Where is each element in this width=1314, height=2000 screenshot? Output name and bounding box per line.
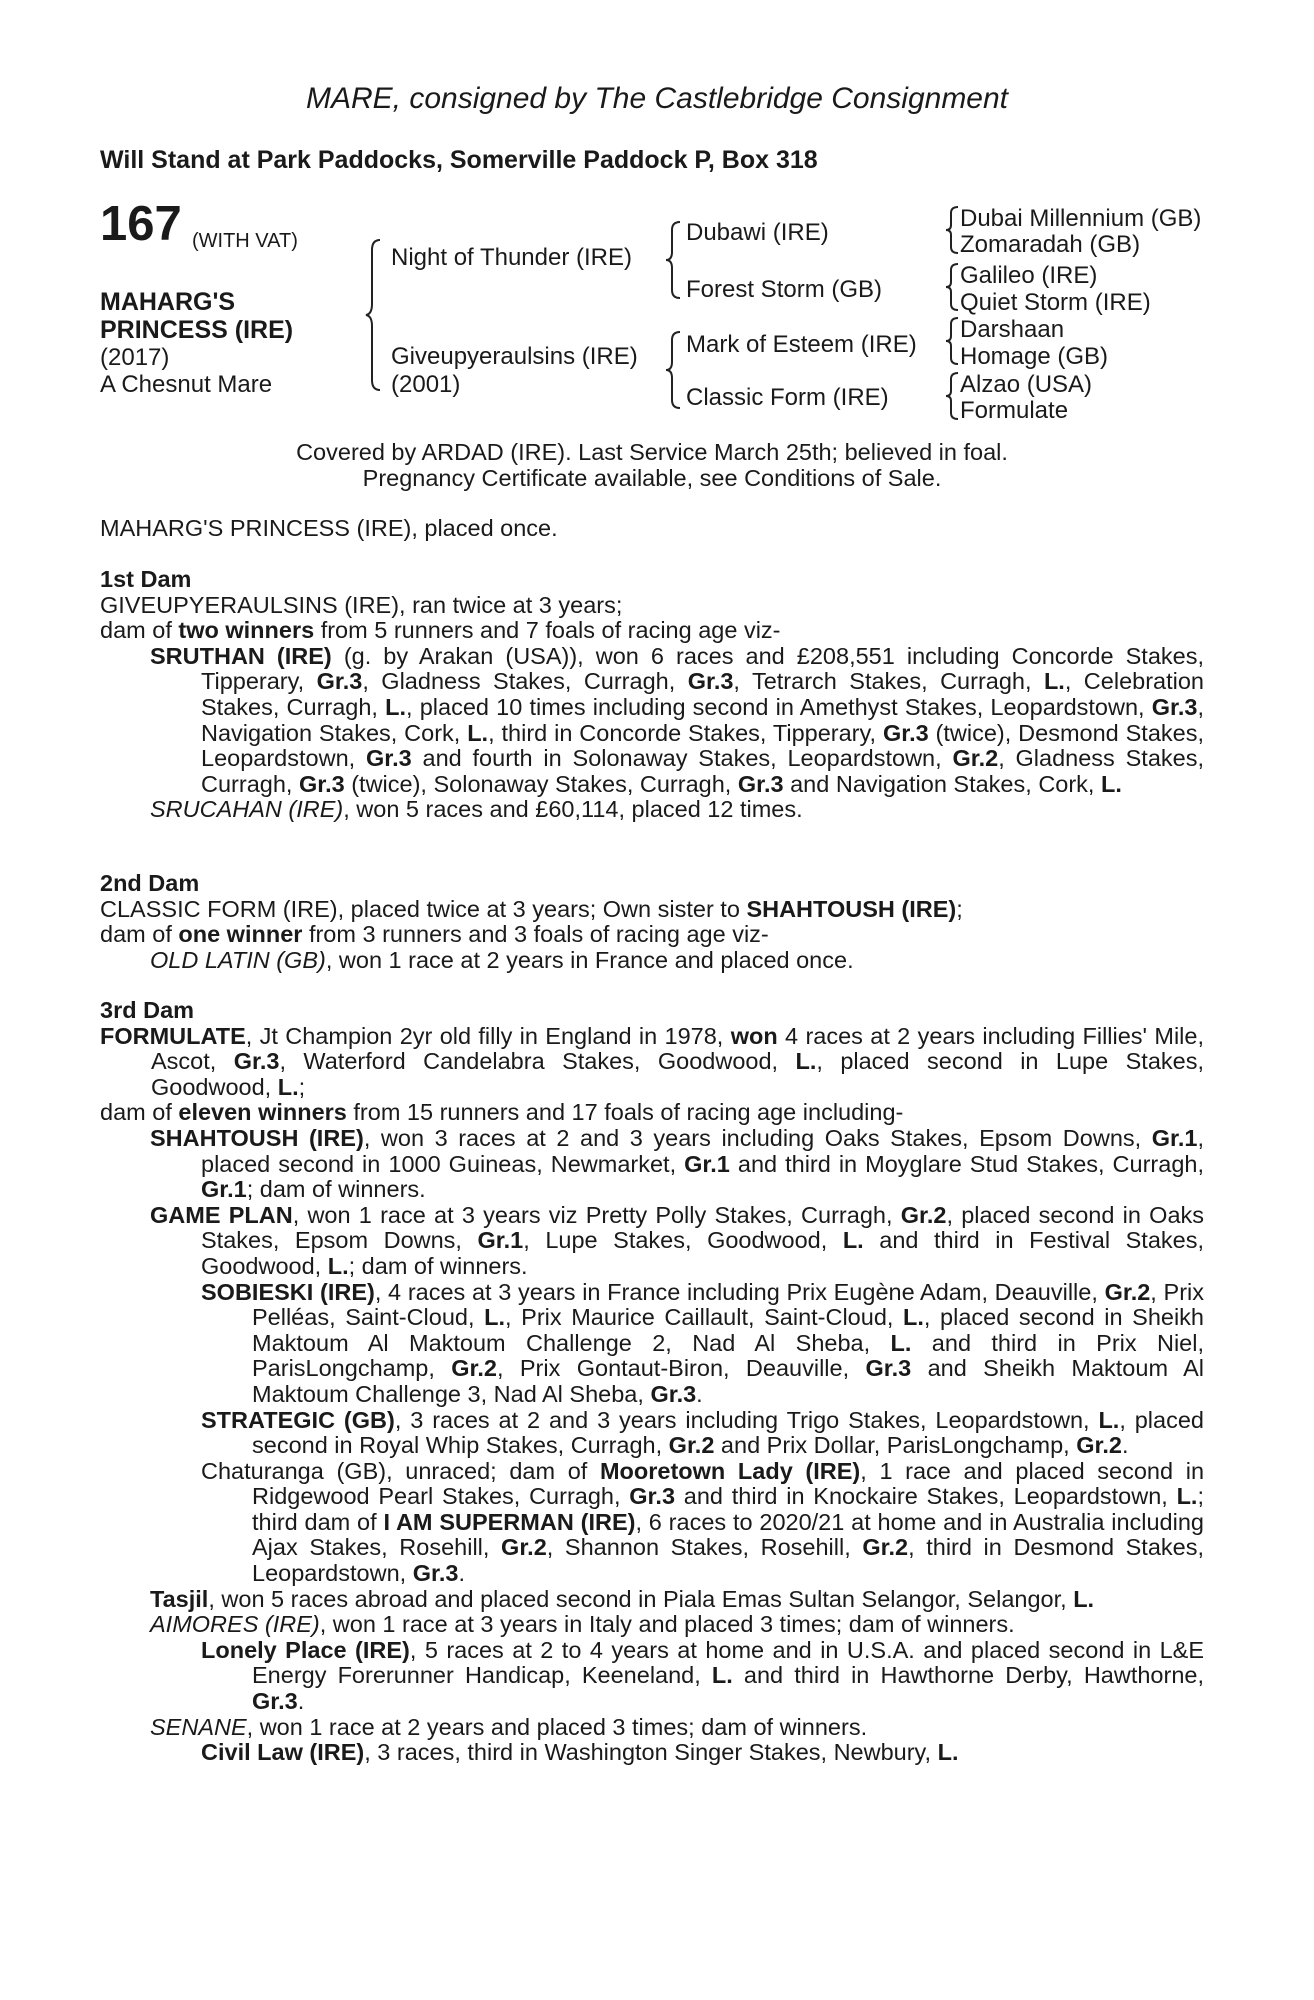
pedigree-brace-g2 <box>944 262 960 312</box>
produce-sruthan: SRUTHAN (IRE) (g. by Arakan (USA)), won 6 races and £208,551 including Concorde Stakes, Tipperary, Gr.3, Gladness Stakes, Curragh, Gr.3, Tetrarch Stakes, Curragh, L., Celebration Stakes, Curragh, L., placed 10 times including second in Amethyst Stakes, Leopardstown, Gr.3, Navigation Stakes, Cork, L., third in Concorde Stakes, Tipperary, Gr.3 (twice), Desmond Stakes, Leopardstown, Gr.3 and fourth in Solonaway Stakes, Leopardstown, Gr.2, Gladness Stakes, Curragh, Gr.3 (twice), Solonaway Stakes, Curragh, Gr.3 and Navigation Stakes, Cork, L. <box>150 642 1205 797</box>
second-dam-section <box>100 871 1204 973</box>
third-dam-heading: 3rd Dam <box>100 997 195 1023</box>
horse-name: MAHARG'S PRINCESS (IRE) <box>100 288 294 344</box>
pedigree-brace-g1 <box>944 205 960 255</box>
covered-line-2: Pregnancy Certificate available, see Conditions of Sale. <box>362 464 942 491</box>
second-dam-line-2: dam of one winner from 3 runners and 3 foals of racing age viz- <box>100 921 769 948</box>
pedigree-brace-dam <box>664 330 684 410</box>
third-dam-produce-line: dam of eleven winners from 15 runners and 17 foals of racing age including- <box>100 1099 904 1126</box>
pedigree-brace-g3 <box>944 316 960 366</box>
produce-chaturanga: Chaturanga (GB), unraced; dam of Mooretown Lady (IRE), 1 race and placed second in Ridgewood Pearl Stakes, Curragh, Gr.3 and third in Knockaire Stakes, Leopardstown, L.; third dam of I AM SUPERMAN (IRE), 6 races to 2020/21 at home and in Australia including Ajax Stakes, Rosehill, Gr.2, Shannon Stakes, Rosehill, Gr.2, third in Desmond Stakes, Leopardstown, Gr.3. <box>201 1457 1205 1587</box>
third-dam-section <box>100 998 1204 1766</box>
sire-name: Night of Thunder (IRE) <box>391 244 632 271</box>
produce-strategic: STRATEGIC (GB), 3 races at 2 and 3 years including Trigo Stakes, Leopardstown, L., placed second in Royal Whip Stakes, Curragh, Gr.2 and Prix Dollar, ParisLongchamp, Gr.2. <box>201 1406 1204 1459</box>
lot-number: 167 <box>100 197 182 251</box>
granddam-line-4: Quiet Storm (IRE) <box>960 289 1151 316</box>
granddam-line-5: Darshaan <box>960 316 1065 343</box>
pedigree-brace-main <box>364 238 384 392</box>
pedigree-brace-g4 <box>944 371 960 421</box>
produce-lonely-place: Lonely Place (IRE), 5 races at 2 to 4 years at home and in U.S.A. and placed second in L&E Energy Forerunner Handicap, Keeneland, L. and third in Hawthorne Derby, Hawthorne, Gr.3. <box>201 1636 1204 1715</box>
granddam-line-2: Zomaradah (GB) <box>960 231 1141 258</box>
covered-line-1: Covered by ARDAD (IRE). Last Service March 25th; believed in foal. <box>296 439 1008 465</box>
pedigree-brace-sire <box>664 220 684 300</box>
produce-tasjil: Tasjil, won 5 races abroad and placed second in Piala Emas Sultan Selangor, Selangor, L. <box>150 1585 1095 1612</box>
race-summary: MAHARG'S PRINCESS (IRE), placed once. <box>100 515 558 541</box>
granddam-line-1: Dubai Millennium (GB) <box>960 205 1202 232</box>
horse-year: (2017) <box>100 344 170 371</box>
sire-dam: Forest Storm (GB) <box>686 276 883 303</box>
stand-location: Will Stand at Park Paddocks, Somerville Paddock P, Box 318 <box>100 146 818 174</box>
produce-srucahan: SRUCAHAN (IRE), won 5 races and £60,114, placed 12 times. <box>150 796 803 823</box>
consignment-title: MARE, consigned by The Castlebridge Consignment <box>305 82 1009 115</box>
produce-civil-law: Civil Law (IRE), 3 races, third in Washington Singer Stakes, Newbury, L. <box>201 1739 959 1766</box>
granddam-line-7: Alzao (USA) <box>960 371 1093 398</box>
first-dam-heading: 1st Dam <box>100 566 192 592</box>
sire-sire: Dubawi (IRE) <box>686 219 829 246</box>
granddam-line-8: Formulate <box>960 397 1069 424</box>
granddam-line-3: Galileo (IRE) <box>960 262 1098 289</box>
second-dam-heading: 2nd Dam <box>100 870 200 896</box>
first-dam-line-2: dam of two winners from 5 runners and 7 foals of racing age viz- <box>100 617 781 644</box>
formulate-entry: FORMULATE, Jt Champion 2yr old filly in England in 1978, won 4 races at 2 years including Fillies' Mile, Ascot, Gr.3, Waterford Candelabra Stakes, Goodwood, L., placed second in Lupe Stakes, Goodwood, L.; <box>100 1022 1205 1100</box>
vat-note: (WITH VAT) <box>192 230 298 252</box>
produce-senane: SENANE, won 1 race at 2 years and placed 3 times; dam of winners. <box>150 1713 868 1740</box>
second-dam-line-1: CLASSIC FORM (IRE), placed twice at 3 years; Own sister to SHAHTOUSH (IRE); <box>100 895 963 922</box>
granddam-line-6: Homage (GB) <box>960 343 1109 370</box>
dam-dam: Classic Form (IRE) <box>686 384 889 411</box>
produce-aimores: AIMORES (IRE), won 1 race at 3 years in Italy and placed 3 times; dam of winners. <box>150 1611 1015 1638</box>
first-dam-section <box>100 567 1204 823</box>
produce-game-plan: GAME PLAN, won 1 race at 3 years viz Pretty Polly Stakes, Curragh, Gr.2, placed second in Oaks Stakes, Epsom Downs, Gr.1, Lupe Stakes, Goodwood, L. and third in Festival Stakes, Goodwood, L.; dam of winners. <box>150 1201 1205 1279</box>
first-dam-line-1: GIVEUPYERAULSINS (IRE), ran twice at 3 years; <box>100 591 623 618</box>
produce-sobieski: SOBIESKI (IRE), 4 races at 3 years in France including Prix Eugène Adam, Deauville, Gr.2, Prix Pelléas, Saint-Cloud, L., Prix Maurice Caillault, Saint-Cloud, L., placed second in Sheikh Maktoum Al Maktoum Challenge 2, Nad Al Sheba, L. and third in Prix Niel, ParisLongchamp, Gr.2, Prix Gontaut-Biron, Deauville, Gr.3 and Sheikh Maktoum Al Maktoum Challenge 3, Nad Al Sheba, Gr.3. <box>201 1278 1205 1407</box>
dam-sire: Mark of Esteem (IRE) <box>686 331 917 358</box>
produce-shahtoush: SHAHTOUSH (IRE), won 3 races at 2 and 3 years including Oaks Stakes, Epsom Downs, Gr.1, placed second in 1000 Guineas, Newmarket, Gr.1 and third in Moyglare Stud Stakes, Curragh, Gr.1; dam of winners. <box>150 1124 1204 1203</box>
dam-year: (2001) <box>391 371 461 398</box>
dam-name: Giveupyeraulsins (IRE) <box>391 343 638 370</box>
horse-description: A Chesnut Mare <box>100 371 273 398</box>
covered-note <box>100 440 1204 491</box>
produce-old-latin: OLD LATIN (GB), won 1 race at 2 years in France and placed once. <box>150 946 854 973</box>
